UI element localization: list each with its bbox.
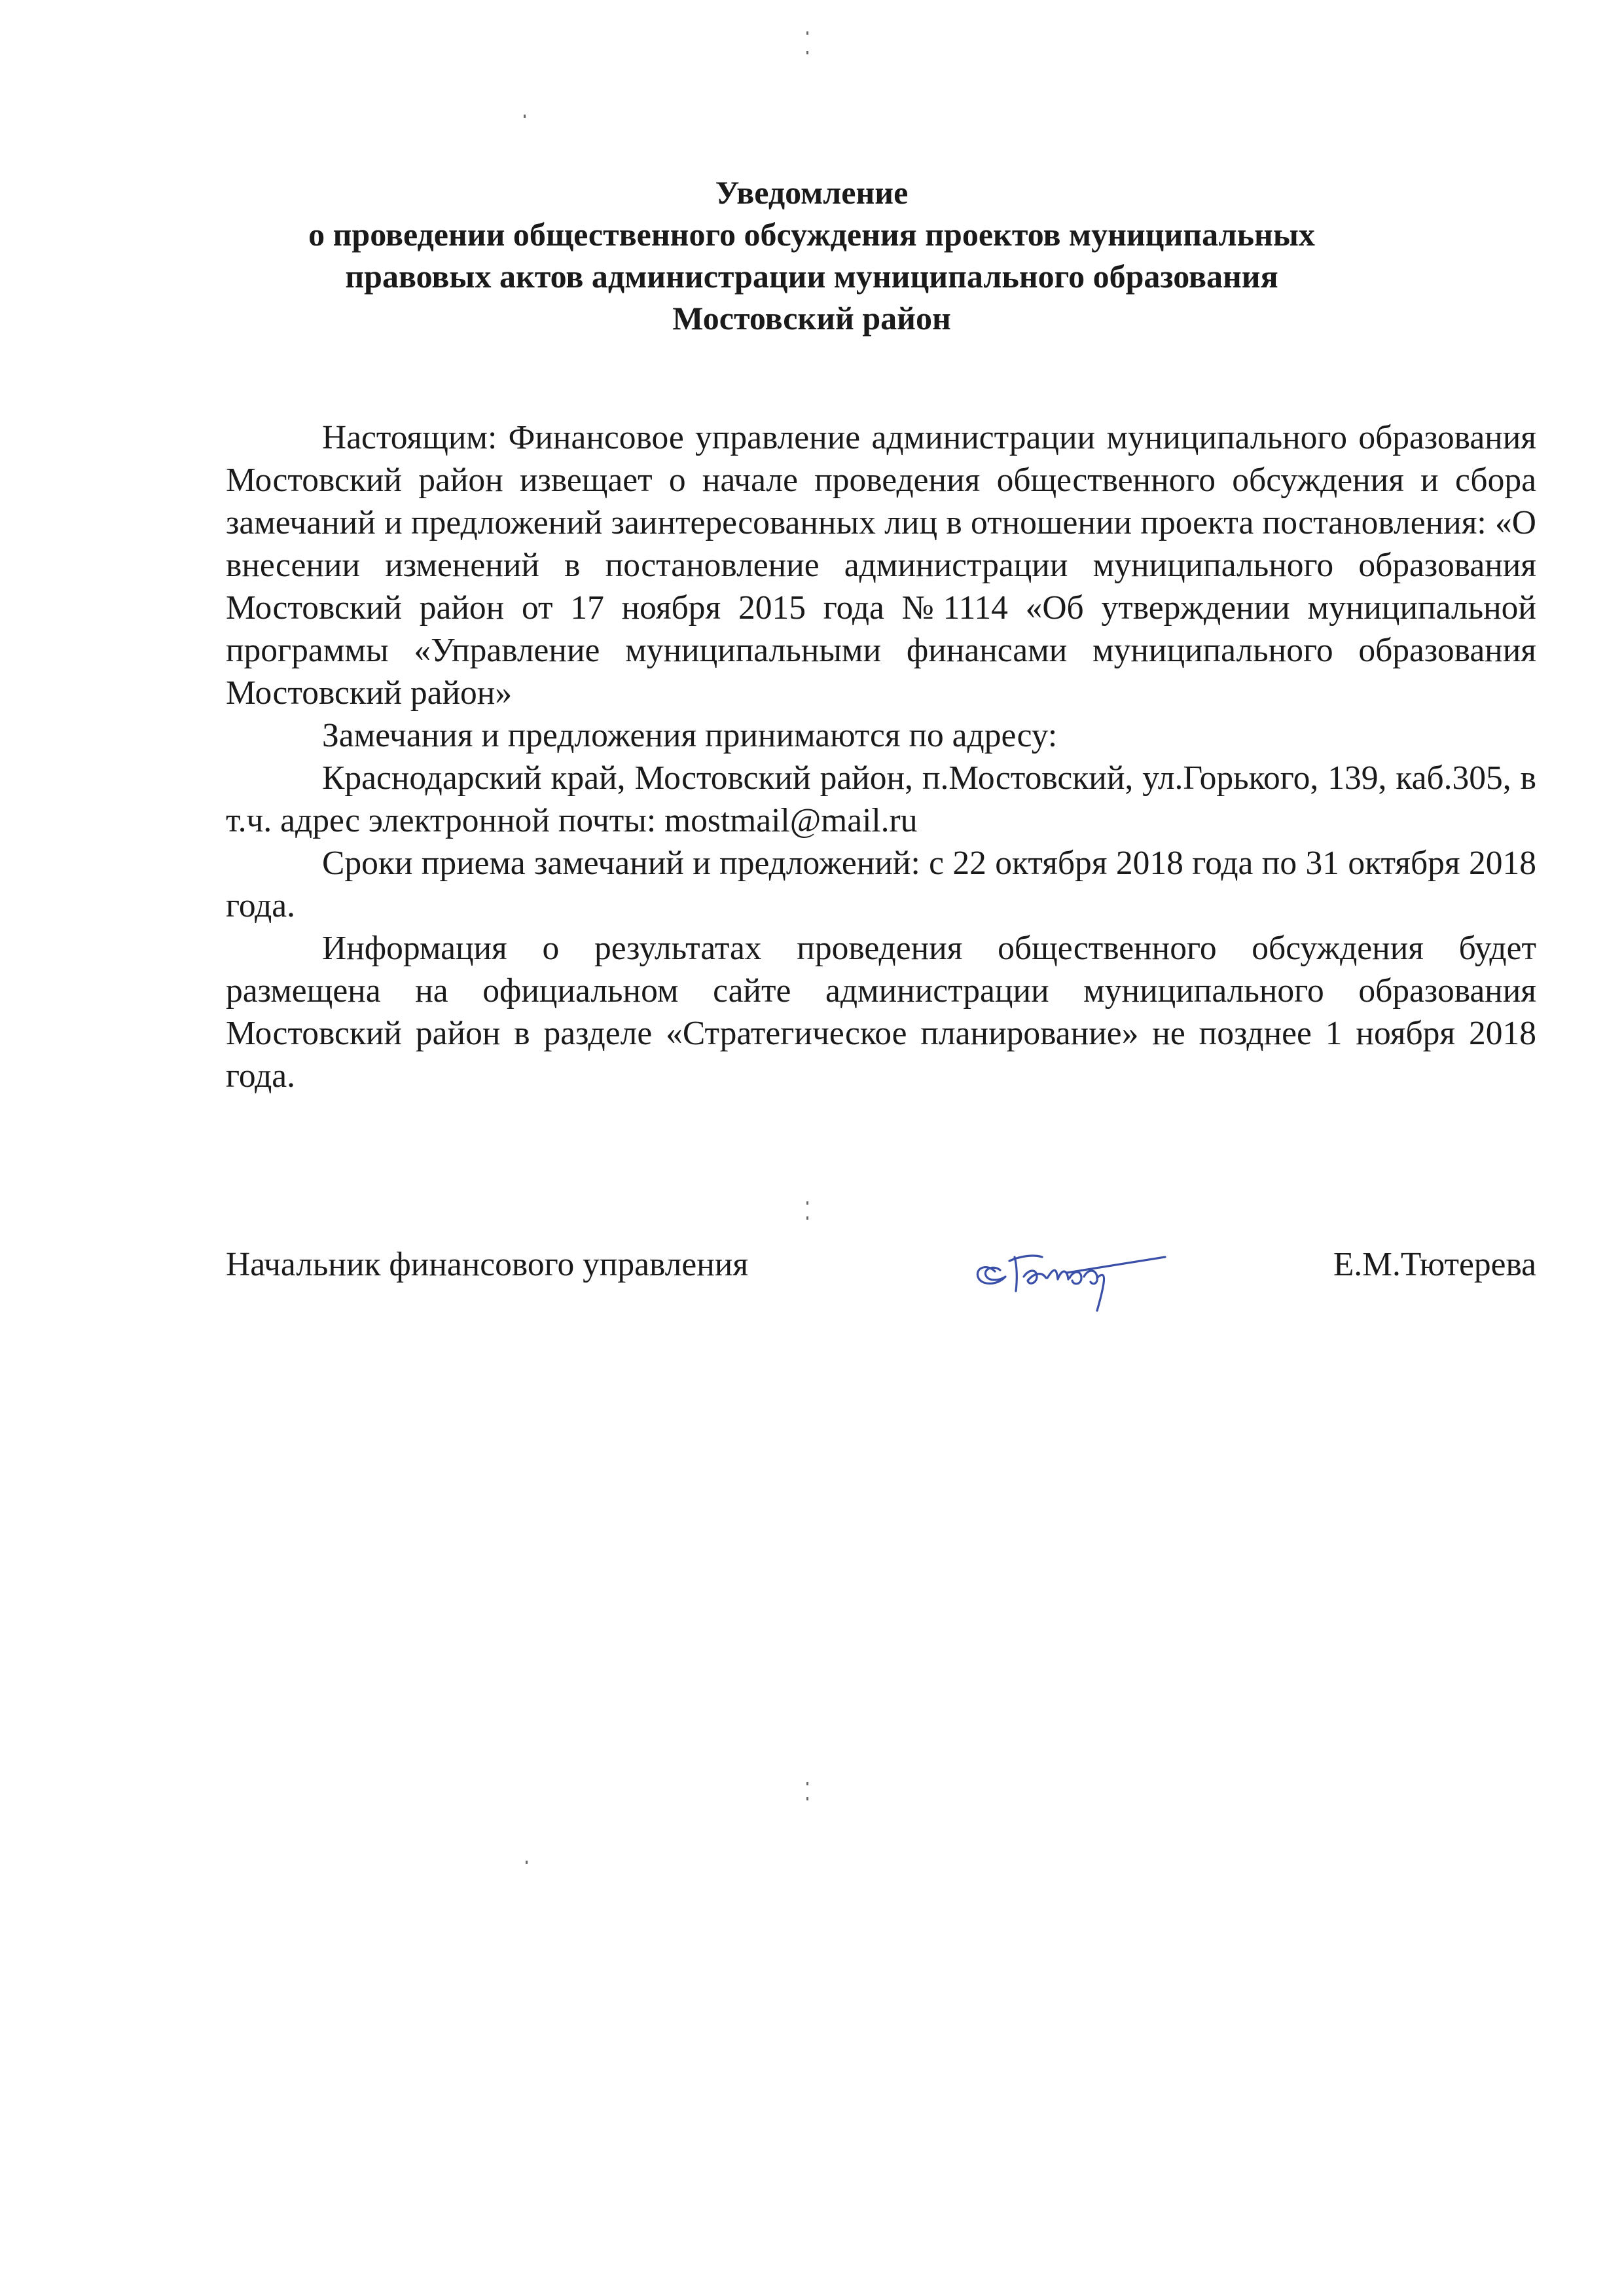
scan-artifact <box>806 31 808 35</box>
signatory-position: Начальник финансового управления <box>226 1246 749 1283</box>
paragraph-address-intro: Замечания и предложения принимаются по адресу: <box>322 717 1058 754</box>
notice-title: Уведомление <box>715 174 909 211</box>
notice-subtitle-line: Мостовский район <box>672 300 951 337</box>
notice-subtitle-line: о проведении общественного обсуждения проектов муниципальных <box>308 216 1315 253</box>
paragraph-announcement: Настоящим: Финансовое управление администрации муниципального образования Мостовский район извещает о начале проведения общественного обсуждения и сбора замечаний и предложений заинтересованных лиц в отношении проекта постановления: «О внесении изменений в постановление администрации муниципального образования Мостовский район от 17 ноября 2015 года №1114 «Об утверждении муниципальной программы «Управление муниципальными финансами муниципального образования Мостовский район» <box>226 419 1536 712</box>
notice-subtitle-line: правовых актов администрации муниципального образования <box>345 258 1278 295</box>
scan-artifact <box>806 1797 808 1800</box>
handwritten-signature <box>969 1231 1172 1316</box>
paragraph-deadline: Сроки приема замечаний и предложений: с 22 октября 2018 года по 31 октября 2018 года. <box>226 845 1536 924</box>
scan-artifact <box>806 1782 808 1785</box>
notice-heading <box>196 172 1427 339</box>
scan-artifact <box>806 1216 808 1220</box>
scan-artifact <box>526 1861 528 1864</box>
signatory-name: Е.М.Тютерева <box>1333 1246 1536 1283</box>
paragraph-results-info: Информация о результатах проведения общественного обсуждения будет размещена на официальном сайте администрации муниципального образования Мостовский район в разделе «Стратегическое планирование» не позднее 1 ноября 2018 года. <box>226 930 1536 1095</box>
scan-artifact <box>806 51 808 54</box>
scan-artifact <box>524 115 526 118</box>
scan-artifact <box>806 1201 808 1205</box>
paragraph-address: Краснодарский край, Мостовский район, п.Мостовский, ул.Горького, 139, каб.305, в т.ч. адрес электронной почты: mostmail@mail.ru <box>226 759 1536 839</box>
notice-body <box>226 416 1536 1097</box>
signature-block <box>226 1231 1536 1316</box>
